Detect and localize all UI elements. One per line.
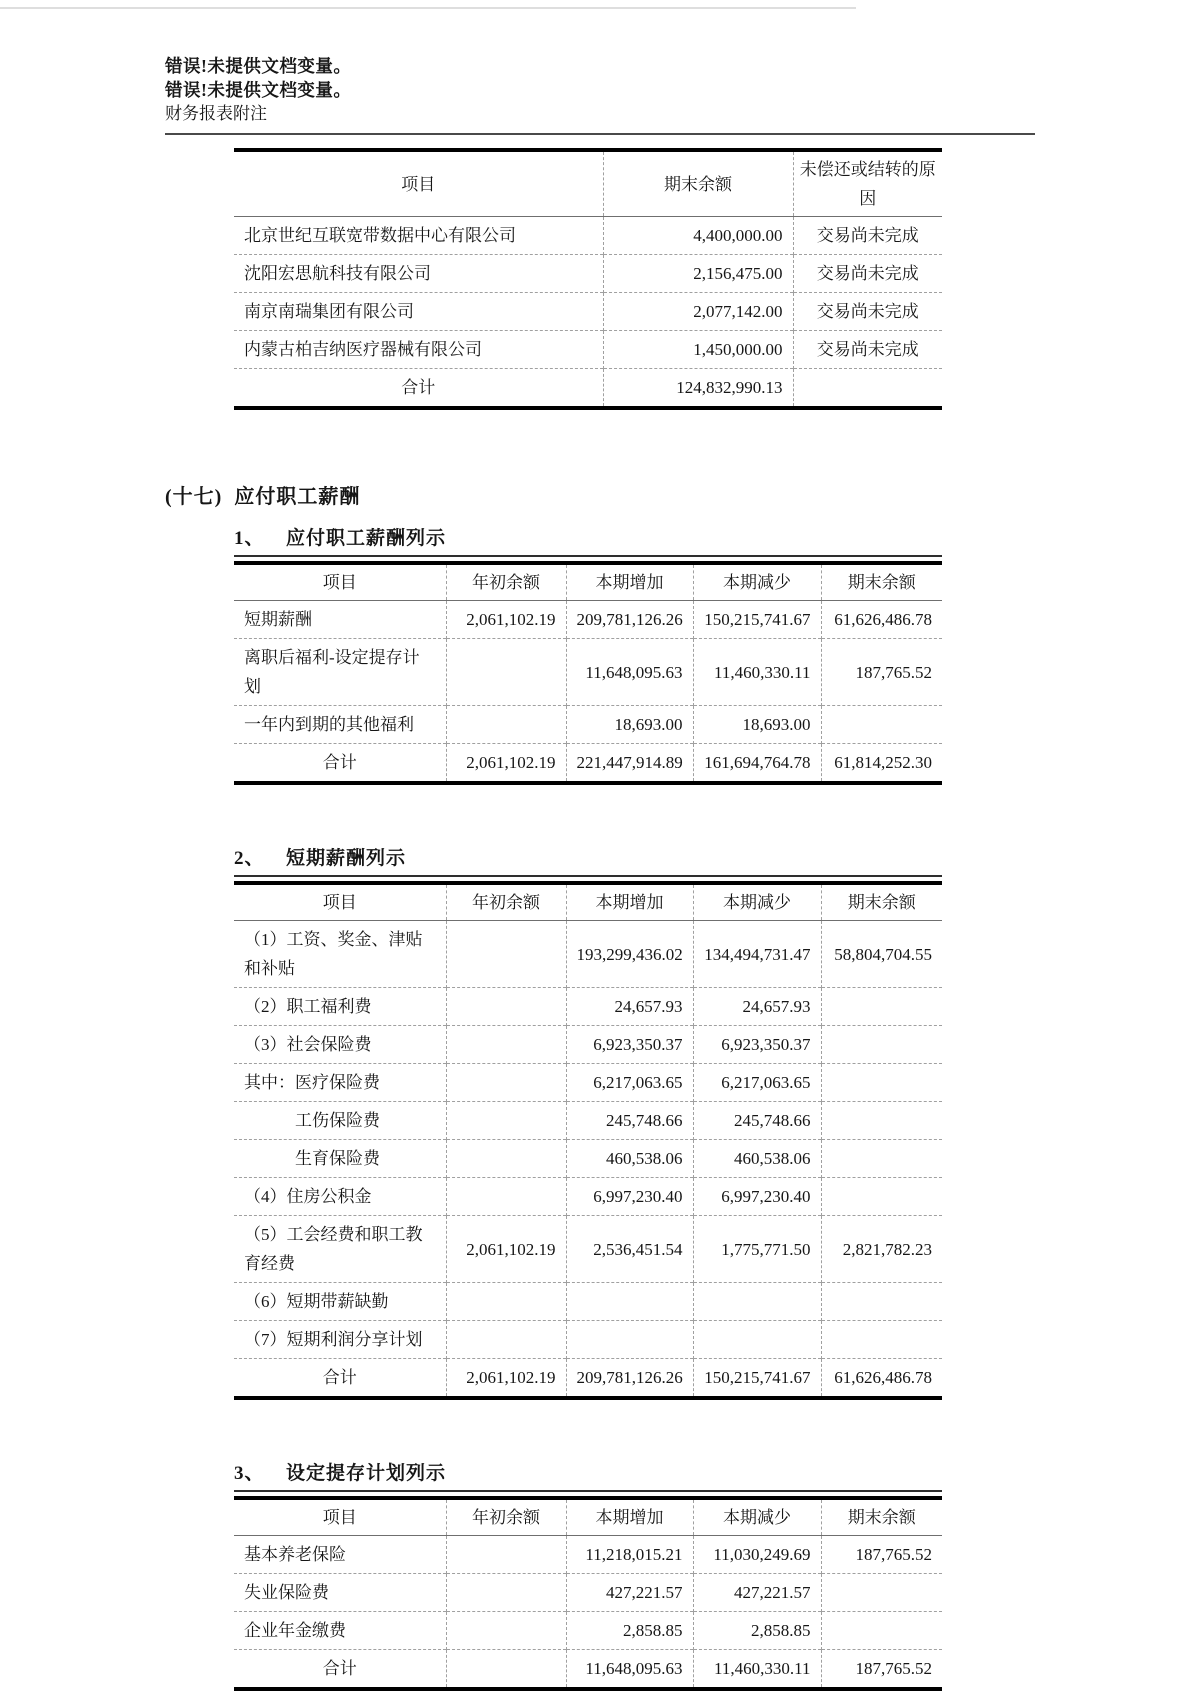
- end-balance-cell: 2,821,782.23: [821, 1216, 942, 1283]
- unpaid-table-foot: [234, 369, 942, 409]
- decrease-cell: 6,217,063.65: [693, 1064, 821, 1102]
- item-cell: 离职后福利-设定提存计划: [244, 648, 420, 696]
- decrease-cell: 11,030,249.69: [693, 1536, 821, 1574]
- table-header-row: [234, 883, 942, 921]
- total-end-cell: 187,765.52: [821, 1650, 942, 1690]
- item-cell: （3）社会保险费: [244, 1035, 372, 1054]
- total-begin-cell: 2,061,102.19: [446, 744, 566, 784]
- payroll-table-head: [234, 563, 942, 601]
- table-header-row: [234, 150, 942, 217]
- reason-cell: 交易尚未完成: [793, 331, 942, 369]
- col-item: 项目: [322, 893, 357, 912]
- total-row: [234, 369, 942, 409]
- col-decrease: 本期减少: [693, 563, 821, 601]
- begin-balance-cell: [446, 1102, 566, 1140]
- item-cell: 企业年金缴费: [244, 1621, 346, 1640]
- subsection-1-heading: [234, 523, 942, 557]
- reason-cell: 交易尚未完成: [793, 217, 942, 255]
- table-row: [234, 1536, 942, 1574]
- item-cell: 南京南瑞集团有限公司: [244, 302, 414, 321]
- total-label-cell: 合计: [401, 378, 436, 397]
- begin-balance-cell: [446, 639, 566, 706]
- table-row: [234, 1612, 942, 1650]
- increase-cell: 6,997,230.40: [566, 1178, 693, 1216]
- increase-cell: 11,648,095.63: [566, 639, 693, 706]
- table-row: [234, 1321, 942, 1359]
- item-cell: 北京世纪互联宽带数据中心有限公司: [244, 226, 516, 245]
- short-term-table-head: [234, 883, 942, 921]
- total-begin-cell: [446, 1650, 566, 1690]
- increase-cell: 24,657.93: [566, 988, 693, 1026]
- table-row: [234, 293, 942, 331]
- table-row: [234, 1064, 942, 1102]
- item-cell: 短期薪酬: [244, 610, 312, 629]
- item-cell: 失业保险费: [244, 1583, 329, 1602]
- decrease-cell: 134,494,731.47: [693, 921, 821, 988]
- col-decrease: 本期减少: [693, 1498, 821, 1536]
- total-increase-cell: 209,781,126.26: [566, 1359, 693, 1399]
- page-header: [165, 54, 1035, 135]
- item-cell: 沈阳宏思航科技有限公司: [244, 264, 431, 283]
- end-balance-cell: 61,626,486.78: [821, 601, 942, 639]
- decrease-cell: 24,657.93: [693, 988, 821, 1026]
- end-balance-cell: [821, 988, 942, 1026]
- end-balance-cell: [821, 1283, 942, 1321]
- table-row: [234, 217, 942, 255]
- col-item: 项目: [322, 1508, 357, 1527]
- reason-cell: 交易尚未完成: [793, 293, 942, 331]
- item-cell: 其中：医疗保险费: [244, 1073, 380, 1092]
- col-begin-balance: 年初余额: [446, 1498, 566, 1536]
- header-error-line-2: 错误!未提供文档变量。: [165, 80, 352, 100]
- table-row: [234, 921, 942, 988]
- header-rule: [165, 133, 1035, 135]
- begin-balance-cell: [446, 988, 566, 1026]
- short-term-compensation-table: [234, 881, 942, 1400]
- begin-balance-cell: [446, 1536, 566, 1574]
- table-row: [234, 1216, 942, 1283]
- defined-contribution-table-foot: [234, 1650, 942, 1690]
- table-row: [234, 1283, 942, 1321]
- end-balance-cell: 1,450,000.00: [603, 331, 793, 369]
- header-subtitle: 财务报表附注: [165, 104, 267, 123]
- decrease-cell: 427,221.57: [693, 1574, 821, 1612]
- table-row: [234, 1026, 942, 1064]
- increase-cell: [566, 1283, 693, 1321]
- subsection-3-number: 3、: [234, 1463, 265, 1484]
- begin-balance-cell: [446, 706, 566, 744]
- begin-balance-cell: [446, 1612, 566, 1650]
- defined-contribution-table-head: [234, 1498, 942, 1536]
- subsection-2-number: 2、: [234, 848, 265, 869]
- item-cell: （5）工会经费和职工教育经费: [244, 1225, 423, 1273]
- table-row: [234, 255, 942, 293]
- total-begin-cell: 2,061,102.19: [446, 1359, 566, 1399]
- item-cell: 基本养老保险: [244, 1545, 346, 1564]
- end-balance-cell: [821, 1064, 942, 1102]
- unpaid-table-body: [234, 217, 942, 369]
- decrease-cell: [693, 1321, 821, 1359]
- increase-cell: 460,538.06: [566, 1140, 693, 1178]
- begin-balance-cell: [446, 921, 566, 988]
- subsection-1-number: 1、: [234, 528, 265, 549]
- item-cell: 生育保险费: [244, 1149, 380, 1168]
- table-row: [234, 1102, 942, 1140]
- defined-contribution-table-body: [234, 1536, 942, 1650]
- table-row: [234, 988, 942, 1026]
- col-item: 项目: [401, 174, 436, 194]
- header-error-line-1: 错误!未提供文档变量。: [165, 56, 352, 76]
- item-cell: 工伤保险费: [244, 1111, 380, 1130]
- end-balance-cell: [821, 1612, 942, 1650]
- total-increase-cell: 11,648,095.63: [566, 1650, 693, 1690]
- payroll-payable-table: [234, 561, 942, 785]
- total-reason-cell: [793, 369, 942, 409]
- increase-cell: 2,536,451.54: [566, 1216, 693, 1283]
- end-balance-cell: 58,804,704.55: [821, 921, 942, 988]
- increase-cell: 427,221.57: [566, 1574, 693, 1612]
- item-cell: （4）住房公积金: [244, 1187, 372, 1206]
- subsection-1-title: 应付职工薪酬列示: [286, 528, 447, 549]
- item-cell: （2）职工福利费: [244, 997, 372, 1016]
- table-row: [234, 1178, 942, 1216]
- begin-balance-cell: [446, 1178, 566, 1216]
- subsection-3-heading: [234, 1458, 942, 1492]
- table-row: [234, 1140, 942, 1178]
- begin-balance-cell: 2,061,102.19: [446, 1216, 566, 1283]
- item-cell: （1）工资、奖金、津贴和补贴: [244, 930, 423, 978]
- col-end-balance: 期末余额: [821, 1498, 942, 1536]
- end-balance-cell: 187,765.52: [821, 639, 942, 706]
- decrease-cell: 245,748.66: [693, 1102, 821, 1140]
- end-balance-cell: [821, 706, 942, 744]
- increase-cell: 6,923,350.37: [566, 1026, 693, 1064]
- col-end-balance: 期末余额: [821, 883, 942, 921]
- begin-balance-cell: [446, 1574, 566, 1612]
- subsection-2-title: 短期薪酬列示: [286, 848, 407, 869]
- increase-cell: 6,217,063.65: [566, 1064, 693, 1102]
- end-balance-cell: 2,077,142.00: [603, 293, 793, 331]
- increase-cell: 2,858.85: [566, 1612, 693, 1650]
- section-heading: [165, 480, 1035, 509]
- total-increase-cell: 221,447,914.89: [566, 744, 693, 784]
- item-cell: 内蒙古柏吉纳医疗器械有限公司: [244, 340, 482, 359]
- end-balance-cell: [821, 1026, 942, 1064]
- end-balance-cell: [821, 1102, 942, 1140]
- col-begin-balance: 年初余额: [446, 563, 566, 601]
- total-row: [234, 1359, 942, 1399]
- begin-balance-cell: [446, 1064, 566, 1102]
- col-end-balance: 期末余额: [603, 150, 793, 217]
- decrease-cell: [693, 1283, 821, 1321]
- total-row: [234, 744, 942, 784]
- short-term-table-foot: [234, 1359, 942, 1399]
- col-reason: 未偿还或结转的原因: [793, 150, 942, 217]
- item-cell: （7）短期利润分享计划: [244, 1330, 423, 1349]
- total-end-cell: 61,626,486.78: [821, 1359, 942, 1399]
- end-balance-cell: [821, 1140, 942, 1178]
- total-label-cell: 合计: [322, 753, 357, 772]
- total-balance-cell: 124,832,990.13: [603, 369, 793, 409]
- total-decrease-cell: 150,215,741.67: [693, 1359, 821, 1399]
- col-end-balance: 期末余额: [821, 563, 942, 601]
- begin-balance-cell: 2,061,102.19: [446, 601, 566, 639]
- col-item: 项目: [322, 573, 357, 592]
- total-label-cell: 合计: [322, 1368, 357, 1387]
- decrease-cell: 6,997,230.40: [693, 1178, 821, 1216]
- increase-cell: 18,693.00: [566, 706, 693, 744]
- increase-cell: 209,781,126.26: [566, 601, 693, 639]
- total-decrease-cell: 161,694,764.78: [693, 744, 821, 784]
- end-balance-cell: [821, 1574, 942, 1612]
- section-title: 应付职工薪酬: [234, 486, 361, 508]
- table-row: [234, 601, 942, 639]
- subsection-3-title: 设定提存计划列示: [286, 1463, 447, 1484]
- total-decrease-cell: 11,460,330.11: [693, 1650, 821, 1690]
- begin-balance-cell: [446, 1026, 566, 1064]
- table-row: [234, 1574, 942, 1612]
- total-end-cell: 61,814,252.30: [821, 744, 942, 784]
- short-term-table-body: [234, 921, 942, 1359]
- decrease-cell: 11,460,330.11: [693, 639, 821, 706]
- begin-balance-cell: [446, 1283, 566, 1321]
- scan-edge-line: [0, 7, 856, 9]
- begin-balance-cell: [446, 1321, 566, 1359]
- decrease-cell: 2,858.85: [693, 1612, 821, 1650]
- decrease-cell: 18,693.00: [693, 706, 821, 744]
- end-balance-cell: 187,765.52: [821, 1536, 942, 1574]
- unpaid-table-head: [234, 150, 942, 217]
- decrease-cell: 460,538.06: [693, 1140, 821, 1178]
- increase-cell: 11,218,015.21: [566, 1536, 693, 1574]
- section-number: (十七): [165, 486, 223, 508]
- end-balance-cell: [821, 1321, 942, 1359]
- col-begin-balance: 年初余额: [446, 883, 566, 921]
- decrease-cell: 1,775,771.50: [693, 1216, 821, 1283]
- subsection-2-heading: [234, 843, 942, 877]
- end-balance-cell: [821, 1178, 942, 1216]
- begin-balance-cell: [446, 1140, 566, 1178]
- table-header-row: [234, 563, 942, 601]
- table-row: [234, 331, 942, 369]
- col-increase: 本期增加: [566, 883, 693, 921]
- col-increase: 本期增加: [566, 1498, 693, 1536]
- end-balance-cell: 2,156,475.00: [603, 255, 793, 293]
- decrease-cell: 6,923,350.37: [693, 1026, 821, 1064]
- item-cell: （6）短期带薪缺勤: [244, 1292, 389, 1311]
- page-content: [165, 54, 1035, 1691]
- increase-cell: [566, 1321, 693, 1359]
- payroll-table-body: [234, 601, 942, 744]
- decrease-cell: 150,215,741.67: [693, 601, 821, 639]
- table-header-row: [234, 1498, 942, 1536]
- increase-cell: 193,299,436.02: [566, 921, 693, 988]
- col-decrease: 本期减少: [693, 883, 821, 921]
- end-balance-cell: 4,400,000.00: [603, 217, 793, 255]
- item-cell: 一年内到期的其他福利: [244, 715, 414, 734]
- table-row: [234, 706, 942, 744]
- col-increase: 本期增加: [566, 563, 693, 601]
- increase-cell: 245,748.66: [566, 1102, 693, 1140]
- total-row: [234, 1650, 942, 1690]
- total-label-cell: 合计: [322, 1659, 357, 1678]
- defined-contribution-table: [234, 1496, 942, 1691]
- payroll-table-foot: [234, 744, 942, 784]
- unpaid-balances-table: [234, 148, 942, 410]
- reason-cell: 交易尚未完成: [793, 255, 942, 293]
- table-row: [234, 639, 942, 706]
